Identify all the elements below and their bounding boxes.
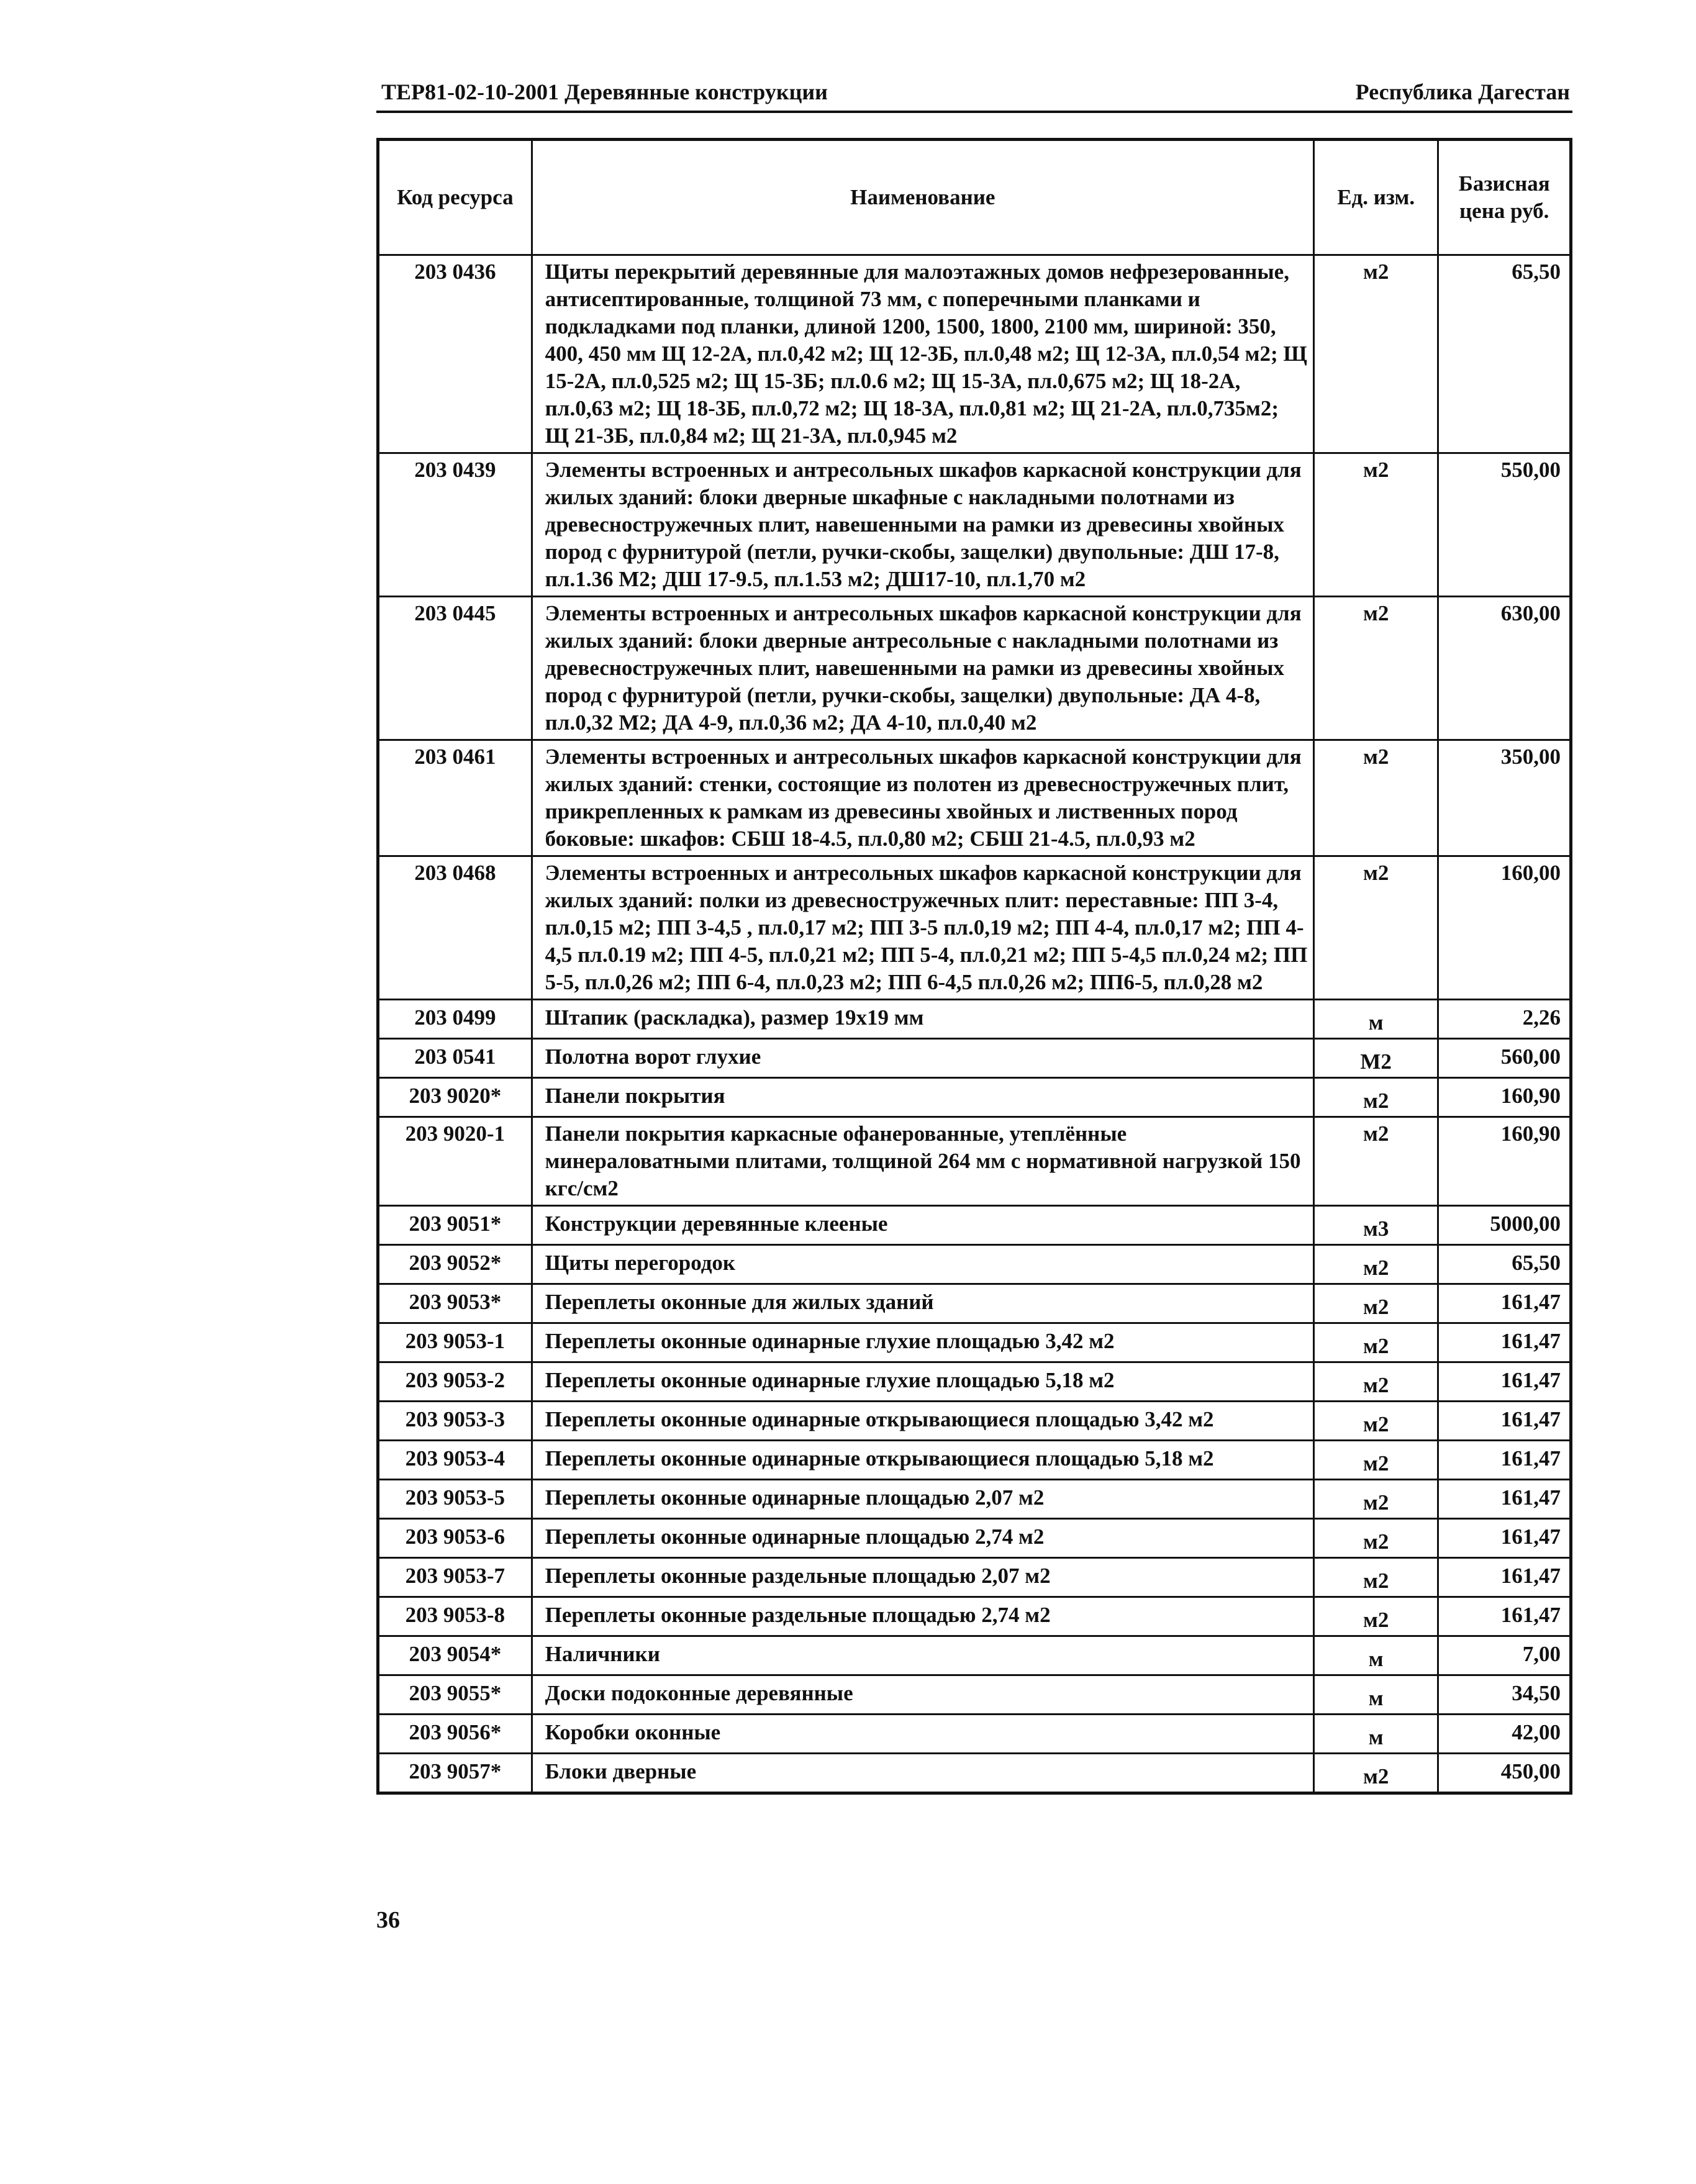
table-row (378, 1206, 1571, 1245)
resource-code-cell: 203 0461 (378, 740, 532, 856)
table-row (378, 740, 1571, 856)
table-row (378, 1078, 1571, 1117)
resource-name-cell: Переплеты оконные одинарные открывающиеся площадью 5,18 м2 (532, 1441, 1313, 1480)
resource-code-cell: 203 9057* (378, 1754, 532, 1793)
resource-code-cell: 203 9052* (378, 1245, 532, 1284)
table-row (378, 1402, 1571, 1441)
price-cell: 161,47 (1438, 1402, 1571, 1441)
table-row (378, 1323, 1571, 1362)
table-row (378, 1597, 1571, 1636)
resource-name-cell: Переплеты оконные одинарные глухие площадью 3,42 м2 (532, 1323, 1313, 1362)
resource-code-cell: 203 9054* (378, 1636, 532, 1675)
resource-code-cell: 203 9053-2 (378, 1362, 532, 1402)
resource-name-cell: Панели покрытия каркасные офанерованные, утеплённые минераловатными плитами, толщиной 264 мм с нормативной нагрузкой 150 кгс/см2 (532, 1117, 1313, 1206)
table-row (378, 1715, 1571, 1754)
table-row (378, 597, 1571, 740)
unit-cell: м (1313, 1675, 1438, 1715)
resource-name-cell: Штапик (раскладка), размер 19х19 мм (532, 1000, 1313, 1039)
resource-name-cell: Переплеты оконные одинарные площадью 2,07 м2 (532, 1480, 1313, 1519)
unit-cell: м2 (1313, 1519, 1438, 1558)
resource-name-cell: Переплеты оконные одинарные площадью 2,74 м2 (532, 1519, 1313, 1558)
resource-name-cell: Щиты перекрытий деревянные для малоэтажных домов нефрезерованные, антисептированные, толщиной 73 мм, с поперечными планками и подкладками под планки, длиной 1200, 1500, 1800, 2100 мм, шириной: 350, 400, 450 мм Щ 12-2А, пл.0,42 м2; Щ 12-3Б, пл.0,48 м2; Щ 12-3А, пл.0,54 м2; Щ 15-2А, пл.0,525 м2; Щ 15-3Б; пл.0.6 м2; Щ 15-3А, пл.0,675 м2; Щ 18-2А, пл.0,63 м2; Щ 18-3Б, пл.0,72 м2; Щ 18-3А, пл.0,81 м2; Щ 21-2А, пл.0,735м2; Щ 21-3Б, пл.0,84 м2; Щ 21-3А, пл.0,945 м2 (532, 255, 1313, 453)
resource-name-cell: Переплеты оконные раздельные площадью 2,74 м2 (532, 1597, 1313, 1636)
table-row (378, 255, 1571, 453)
resource-code-cell: 203 9053-4 (378, 1441, 532, 1480)
unit-cell: м2 (1313, 1078, 1438, 1117)
resource-code-cell: 203 0439 (378, 453, 532, 597)
table-row (378, 1480, 1571, 1519)
unit-cell: м2 (1313, 453, 1438, 597)
table-row (378, 1245, 1571, 1284)
price-cell: 161,47 (1438, 1362, 1571, 1402)
region-name: Республика Дагестан (1355, 79, 1570, 104)
resource-name-cell: Элементы встроенных и антресольных шкафов каркасной конструкции для жилых зданий: блоки дверные антресольные с накладными полотнами из древесностружечных плит, навешенными на рамки из древесины хвойных пород с фурнитурой (петли, ручки-скобы, защелки) двупольные: ДА 4-8, пл.0,32 М2; ДА 4-9, пл.0,36 м2; ДА 4-10, пл.0,40 м2 (532, 597, 1313, 740)
resource-code-cell: 203 9051* (378, 1206, 532, 1245)
table-row (378, 1754, 1571, 1793)
resource-code-cell: 203 9055* (378, 1675, 532, 1715)
price-cell: 160,00 (1438, 856, 1571, 1000)
price-cell: 161,47 (1438, 1558, 1571, 1597)
table-row (378, 1000, 1571, 1039)
resource-code-cell: 203 9053-7 (378, 1558, 532, 1597)
resource-name-cell: Элементы встроенных и антресольных шкафов каркасной конструкции для жилых зданий: блоки дверные шкафные с накладными полотнами из древесностружечных плит, навешенными на рамки из древесины хвойных пород с фурнитурой (петли, ручки-скобы, защелки) двупольные: ДШ 17-8, пл.1.36 М2; ДШ 17-9.5, пл.1.53 м2; ДШ17-10, пл.1,70 м2 (532, 453, 1313, 597)
resource-code-cell: 203 9053-5 (378, 1480, 532, 1519)
resource-code-cell: 203 9053-6 (378, 1519, 532, 1558)
column-header-name: Наименование (532, 140, 1313, 255)
unit-cell: м2 (1313, 1558, 1438, 1597)
table-row (378, 1117, 1571, 1206)
unit-cell: м2 (1313, 1597, 1438, 1636)
unit-cell: м2 (1313, 597, 1438, 740)
resource-code-cell: 203 0436 (378, 255, 532, 453)
unit-cell: м (1313, 1715, 1438, 1754)
resource-name-cell: Переплеты оконные для жилых зданий (532, 1284, 1313, 1323)
price-cell: 5000,00 (1438, 1206, 1571, 1245)
resource-code-cell: 203 9056* (378, 1715, 532, 1754)
price-cell: 161,47 (1438, 1323, 1571, 1362)
resource-code-cell: 203 9053-8 (378, 1597, 532, 1636)
price-cell: 2,26 (1438, 1000, 1571, 1039)
resource-code-cell: 203 9053-1 (378, 1323, 532, 1362)
resource-name-cell: Переплеты оконные одинарные глухие площадью 5,18 м2 (532, 1362, 1313, 1402)
resource-name-cell: Щиты перегородок (532, 1245, 1313, 1284)
column-header-price: Базисная цена руб. (1438, 140, 1571, 255)
table-body (378, 255, 1571, 1793)
table-header-row (378, 140, 1571, 255)
price-cell: 350,00 (1438, 740, 1571, 856)
resource-code-cell: 203 9020-1 (378, 1117, 532, 1206)
column-header-unit: Ед. изм. (1313, 140, 1438, 255)
price-cell: 160,90 (1438, 1117, 1571, 1206)
unit-cell: м (1313, 1000, 1438, 1039)
unit-cell: м2 (1313, 1323, 1438, 1362)
resource-code-cell: 203 0541 (378, 1039, 532, 1078)
column-header-code: Код ресурса (378, 140, 532, 255)
resource-name-cell: Наличники (532, 1636, 1313, 1675)
unit-cell: м2 (1313, 1245, 1438, 1284)
table-row (378, 1558, 1571, 1597)
price-cell: 161,47 (1438, 1284, 1571, 1323)
unit-cell: м2 (1313, 1362, 1438, 1402)
table-row (378, 1636, 1571, 1675)
unit-cell: м2 (1313, 255, 1438, 453)
resource-name-cell: Полотна ворот глухие (532, 1039, 1313, 1078)
resource-name-cell: Доски подоконные деревянные (532, 1675, 1313, 1715)
price-cell: 630,00 (1438, 597, 1571, 740)
unit-cell: м (1313, 1636, 1438, 1675)
document-title: ТЕР81-02-10-2001 Деревянные конструкции (381, 79, 828, 104)
unit-cell: м2 (1313, 1754, 1438, 1793)
resource-name-cell: Элементы встроенных и антресольных шкафов каркасной конструкции для жилых зданий: стенки, состоящие из полотен из древесностружечных плит, прикрепленных к рамкам из древесины хвойных и лиственных пород боковые: шкафов: СБШ 18-4.5, пл.0,80 м2; СБШ 21-4.5, пл.0,93 м2 (532, 740, 1313, 856)
unit-cell: м2 (1313, 1441, 1438, 1480)
unit-cell: м2 (1313, 740, 1438, 856)
page-number: 36 (376, 1907, 400, 1933)
price-cell: 7,00 (1438, 1636, 1571, 1675)
price-cell: 34,50 (1438, 1675, 1571, 1715)
unit-cell: м2 (1313, 1284, 1438, 1323)
table-row (378, 1675, 1571, 1715)
table-row (378, 1284, 1571, 1323)
resource-code-cell: 203 0499 (378, 1000, 532, 1039)
price-cell: 161,47 (1438, 1441, 1571, 1480)
unit-cell: м2 (1313, 1402, 1438, 1441)
resource-code-cell: 203 9020* (378, 1078, 532, 1117)
table-row (378, 1441, 1571, 1480)
price-cell: 160,90 (1438, 1078, 1571, 1117)
unit-cell: м2 (1313, 1480, 1438, 1519)
price-cell: 161,47 (1438, 1480, 1571, 1519)
resource-name-cell: Панели покрытия (532, 1078, 1313, 1117)
resource-code-cell: 203 9053-3 (378, 1402, 532, 1441)
resource-name-cell: Блоки дверные (532, 1754, 1313, 1793)
resource-name-cell: Элементы встроенных и антресольных шкафов каркасной конструкции для жилых зданий: полки из древесностружечных плит: переставные: ПП 3-4, пл.0,15 м2; ПП 3-4,5 , пл.0,17 м2; ПП 3-5 пл.0,19 м2; ПП 4-4, пл.0,17 м2; ПП 4-4,5 пл.0.19 м2; ПП 4-5, пл.0,21 м2; ПП 5-4, пл.0,21 м2; ПП 5-4,5 пл.0,24 м2; ПП 5-5, пл.0,26 м2; ПП 6-4, пл.0,23 м2; ПП 6-4,5 пл.0,26 м2; ПП6-5, пл.0,28 м2 (532, 856, 1313, 1000)
page-header (376, 73, 1572, 113)
price-table (376, 138, 1572, 1795)
price-cell: 161,47 (1438, 1597, 1571, 1636)
unit-cell: м2 (1313, 1117, 1438, 1206)
price-cell: 560,00 (1438, 1039, 1571, 1078)
table-row (378, 856, 1571, 1000)
resource-code-cell: 203 0468 (378, 856, 532, 1000)
resource-code-cell: 203 9053* (378, 1284, 532, 1323)
table-row (378, 1519, 1571, 1558)
table-row (378, 1362, 1571, 1402)
resource-name-cell: Конструкции деревянные клееные (532, 1206, 1313, 1245)
price-cell: 42,00 (1438, 1715, 1571, 1754)
resource-name-cell: Переплеты оконные одинарные открывающиеся площадью 3,42 м2 (532, 1402, 1313, 1441)
unit-cell: М2 (1313, 1039, 1438, 1078)
table-row (378, 453, 1571, 597)
price-cell: 450,00 (1438, 1754, 1571, 1793)
unit-cell: м2 (1313, 856, 1438, 1000)
price-cell: 65,50 (1438, 1245, 1571, 1284)
resource-code-cell: 203 0445 (378, 597, 532, 740)
price-cell: 161,47 (1438, 1519, 1571, 1558)
price-cell: 65,50 (1438, 255, 1571, 453)
price-cell: 550,00 (1438, 453, 1571, 597)
unit-cell: м3 (1313, 1206, 1438, 1245)
resource-name-cell: Переплеты оконные раздельные площадью 2,07 м2 (532, 1558, 1313, 1597)
resource-name-cell: Коробки оконные (532, 1715, 1313, 1754)
table-row (378, 1039, 1571, 1078)
